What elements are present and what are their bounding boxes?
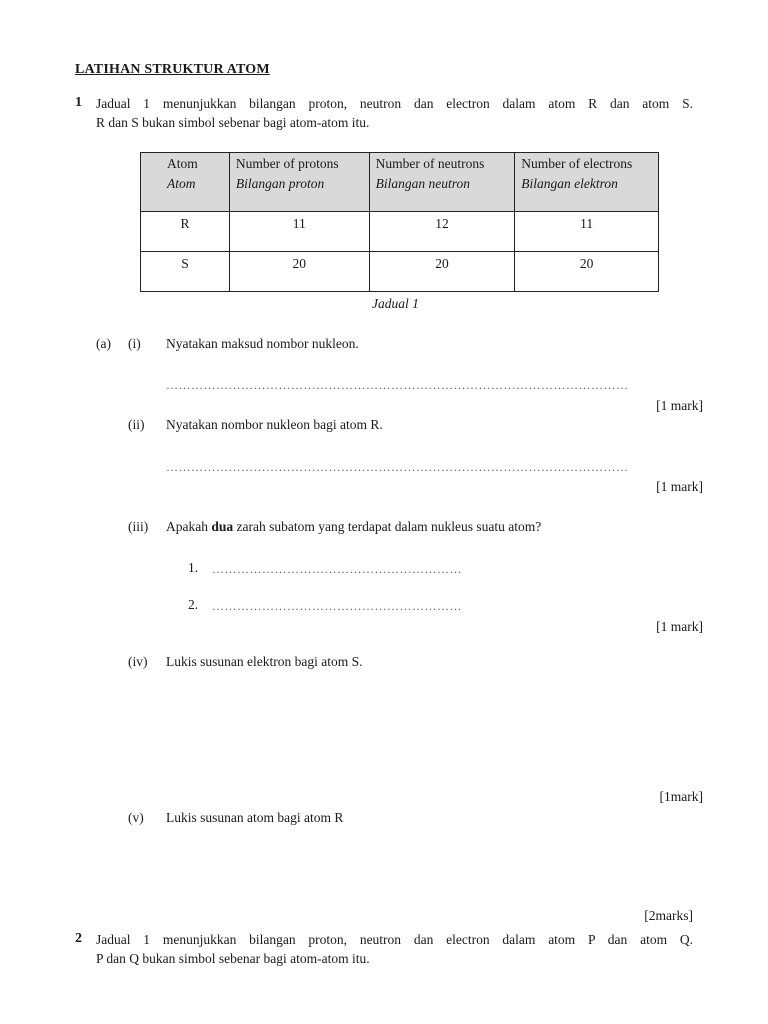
- question-1-number: 1: [75, 95, 82, 110]
- part-iv-number: (iv): [128, 654, 148, 669]
- answer-line-ii[interactable]: …………………………………………………………………………………………………: [166, 460, 629, 474]
- table-cell: R: [141, 212, 230, 252]
- question-1-line-1: Jadual 1 menunjukkan bilangan proton, neutron dan electron dalam atom R dan atom S.: [96, 96, 693, 111]
- part-i-question: Nyatakan maksud nombor nukleon.: [166, 336, 359, 351]
- header-atom: [141, 153, 230, 212]
- header-neutrons: [369, 153, 515, 212]
- part-iii-item-2: 2.: [188, 597, 199, 612]
- header-electrons-en: Number of electrons: [521, 156, 633, 171]
- part-a-label: (a): [96, 336, 111, 351]
- table-row: [141, 212, 659, 252]
- table-caption: Jadual 1: [372, 296, 419, 311]
- header-electrons-ms: Bilangan elektron: [521, 176, 618, 191]
- part-iii-text-bold: dua: [211, 519, 234, 534]
- table-cell: 11: [515, 212, 659, 252]
- table-cell: 12: [369, 212, 515, 252]
- part-ii-number: (ii): [128, 417, 145, 432]
- header-protons-en: Number of protons: [235, 156, 339, 171]
- table-row: [141, 252, 659, 292]
- mark-iii: [1 mark]: [656, 619, 703, 634]
- atom-table: [140, 152, 659, 292]
- part-iv-question: Lukis susunan elektron bagi atom S.: [166, 654, 363, 669]
- question-2-line-1: Jadual 1 menunjukkan bilangan proton, neutron dan electron dalam atom P dan atom Q.: [96, 932, 693, 947]
- mark-ii: [1 mark]: [656, 479, 703, 494]
- header-neutrons-en: Number of neutrons: [375, 156, 485, 171]
- part-iii-number: (iii): [128, 519, 149, 534]
- mark-iv: [1mark]: [659, 789, 703, 804]
- answer-line-iii-1[interactable]: ……………………………………………………: [212, 562, 462, 576]
- table-cell: 20: [515, 252, 659, 292]
- part-i-number: (i): [128, 336, 141, 351]
- table-cell: 11: [229, 212, 369, 252]
- answer-line-i[interactable]: …………………………………………………………………………………………………: [166, 378, 629, 392]
- header-neutrons-ms: Bilangan neutron: [375, 176, 470, 191]
- header-protons-ms: Bilangan proton: [235, 176, 325, 191]
- part-iii-text-before: Apakah: [166, 519, 212, 534]
- drawing-area-iv[interactable]: [166, 676, 692, 786]
- header-electrons: [515, 153, 659, 212]
- table-cell: S: [141, 252, 230, 292]
- worksheet-title: LATIHAN STRUKTUR ATOM: [75, 62, 270, 77]
- part-v-number: (v): [128, 810, 144, 825]
- header-protons: [229, 153, 369, 212]
- part-iii-question: [166, 519, 541, 535]
- part-iii-text-after: zarah subatom yang terdapat dalam nukleus suatu atom?: [233, 519, 542, 534]
- table-cell: 20: [229, 252, 369, 292]
- part-iii-item-1: 1.: [188, 560, 199, 575]
- header-atom-ms: Atom: [167, 176, 196, 191]
- header-atom-en: Atom: [167, 156, 198, 171]
- question-1-line-2: R dan S bukan simbol sebenar bagi atom-atom itu.: [96, 115, 370, 130]
- mark-i: [1 mark]: [656, 398, 703, 413]
- answer-line-iii-2[interactable]: ……………………………………………………: [212, 599, 462, 613]
- question-2-line-2: P dan Q bukan simbol sebenar bagi atom-atom itu.: [96, 951, 370, 966]
- drawing-area-v[interactable]: [166, 832, 692, 902]
- table-header-row: [141, 153, 659, 212]
- table-cell: 20: [369, 252, 515, 292]
- mark-v: [2marks]: [644, 908, 693, 923]
- part-ii-question: Nyatakan nombor nukleon bagi atom R.: [166, 417, 383, 432]
- part-v-question: Lukis susunan atom bagi atom R: [166, 810, 344, 825]
- question-2-number: 2: [75, 931, 82, 946]
